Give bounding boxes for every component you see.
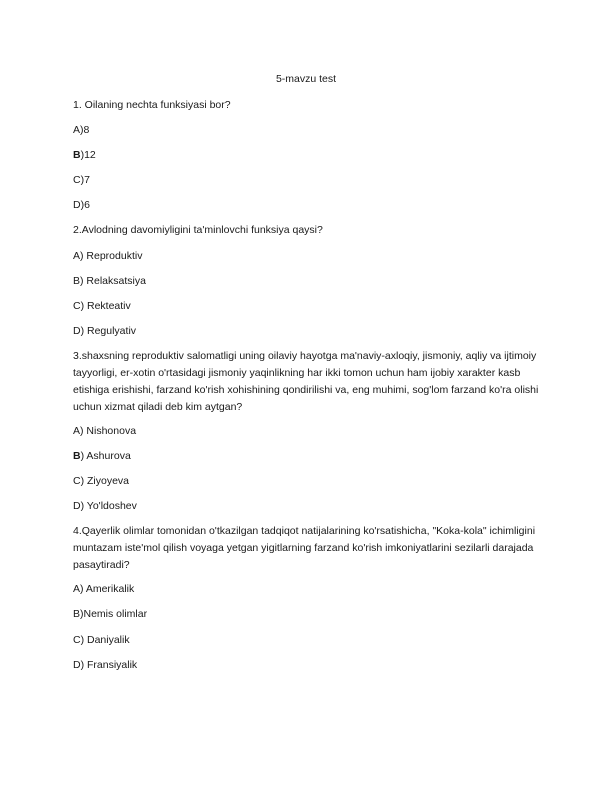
q3-option-c: C) Ziyoyeva xyxy=(73,475,130,487)
q3-option-b xyxy=(73,448,541,465)
q3-option-b-text: ) Ashurova xyxy=(80,450,131,462)
question-1: 1. Oilaning nechta funksiyasi bor? xyxy=(73,99,231,111)
q1-option-a: A)8 xyxy=(73,124,90,136)
q3-option-a: A) Nishonova xyxy=(73,425,137,437)
q2-option-d: D) Regulyativ xyxy=(73,325,137,337)
q1-option-b-text: )12 xyxy=(80,149,96,161)
document-title: 5-mavzu test xyxy=(275,73,337,85)
q1-option-b-letter: B xyxy=(73,149,81,161)
q4-option-d: D) Fransiyalik xyxy=(73,659,138,671)
q2-option-a: A) Reproduktiv xyxy=(73,250,143,262)
q1-option-d: D)6 xyxy=(73,199,90,211)
q3-option-b-letter: B xyxy=(73,450,81,462)
q1-option-c: C)7 xyxy=(73,174,90,186)
q4-option-c: C) Daniyalik xyxy=(73,634,130,646)
q4-option-a: A) Amerikalik xyxy=(73,583,135,595)
q2-option-b: B) Relaksatsiya xyxy=(73,275,146,287)
q4-option-b: B)Nemis olimlar xyxy=(73,608,148,620)
q3-option-d: D) Yo'ldoshev xyxy=(73,500,137,512)
q2-option-c: C) Rekteativ xyxy=(73,300,131,312)
question-4: 4.Qayerlik olimlar tomonidan o'tkazilgan tadqiqot natijalarining ko'rsatishicha, "Koka-kola" ichimligini muntazam iste'mol qilish voyaga yetgan yigitlarning farzand ko'rish imkoniyatlarini sezilarli darajada pasaytiradi? xyxy=(73,525,536,571)
q1-option-b xyxy=(73,147,541,164)
question-3: 3.shaxsning reproduktiv salomatligi uning oilaviy hayotga ma'naviy-axloqiy, jismoniy, aqliy va ijtimoiy tayyorligi, er-xotin o'rtasidagi jismoniy yaqinlikning har ikki tomon uchun ham ijobiy xarakter kasb etishiga erishishi, farzand ko'rish xohishining qondirilishi va, eng muhimi, sog'lom farzand ko'ra olishi uchun xizmat qiladi deb kim aytgan? xyxy=(73,350,539,413)
question-2: 2.Avlodning davomiyligini ta'minlovchi funksiya qaysi? xyxy=(73,224,323,236)
